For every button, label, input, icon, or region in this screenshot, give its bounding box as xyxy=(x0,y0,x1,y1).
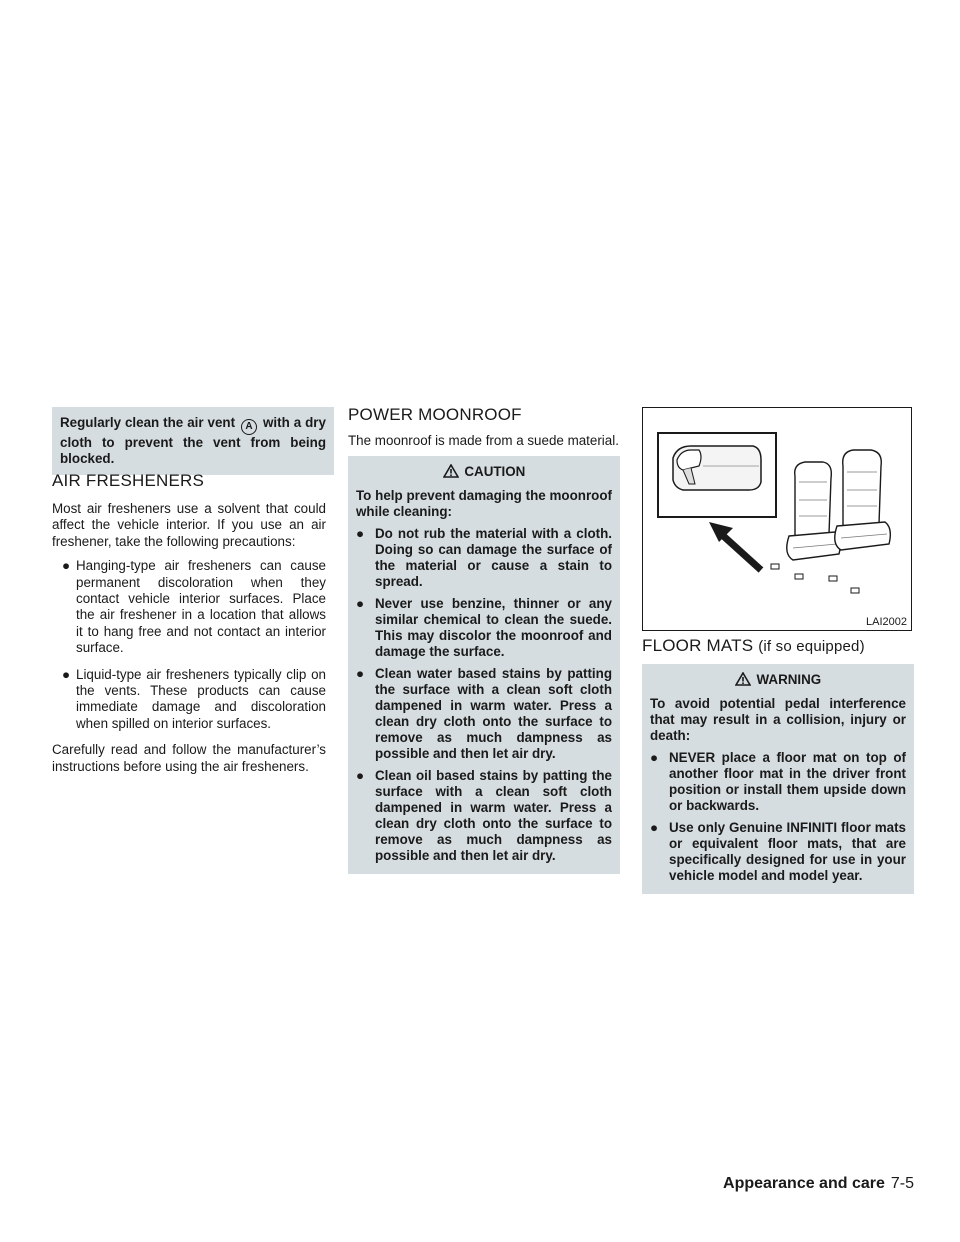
list-item: ● Hanging-type air fresheners can cause permanent discoloration when they contact vehicle interior surfaces. Place the air freshener in a location that allows it to hang free and not contact an interior surface. xyxy=(62,558,326,656)
figure-code: LAI2002 xyxy=(866,616,907,628)
floor-mat-figure xyxy=(642,407,912,631)
list-item: ● Clean oil based stains by patting the surface with a clean soft cloth dampened in warm water. Press a clean dry cloth onto the surface to remove as much dampness as possible and then let air dry. xyxy=(356,768,612,863)
moonroof-heading: POWER MOONROOF xyxy=(348,405,522,424)
air-fresheners-closing: Carefully read and follow the manufacturer’s instructions before using the air fresheners. xyxy=(52,742,326,774)
warning-intro: To avoid potential pedal interference that may result in a collision, injury or death: xyxy=(650,696,906,743)
list-item: ● Clean water based stains by patting the surface with a clean soft cloth dampened in warm water. Press a clean dry cloth onto the surface to remove as much dampness as possible and then let air dry. xyxy=(356,666,612,761)
list-item: ● Never use benzine, thinner or any similar chemical to clean the suede. This may discolor the moonroof and damage the surface. xyxy=(356,596,612,659)
air-fresheners-intro: Most air fresheners use a solvent that could affect the vehicle interior. If you use an air freshener, take the following precautions: xyxy=(52,501,326,549)
caution-intro: To help prevent damaging the moonroof while cleaning: xyxy=(356,488,612,519)
bullet-icon: ● xyxy=(356,768,365,783)
bullet-icon: ● xyxy=(356,666,365,681)
floor-mat-illustration xyxy=(643,408,911,630)
callout-a-marker: A xyxy=(241,419,257,435)
warning-list xyxy=(650,750,906,884)
caution-list xyxy=(356,526,612,864)
warning-box xyxy=(642,664,914,894)
list-item: ● NEVER place a floor mat on top of another floor mat in the driver front position or install them upside down or backwards. xyxy=(650,750,906,813)
bullet-icon: ● xyxy=(650,820,659,835)
moonroof-intro: The moonroof is made from a suede material. xyxy=(348,433,619,448)
air-fresheners-list xyxy=(62,558,326,732)
air-fresheners-section xyxy=(52,471,326,775)
bullet-icon: ● xyxy=(650,750,659,765)
page-footer xyxy=(723,1175,914,1193)
list-item: ● Liquid-type air fresheners typically clip on the vents. These products can cause immediate damage and discoloration when spilled on interior surfaces. xyxy=(62,666,326,731)
warning-triangle-icon xyxy=(443,464,459,478)
bullet-icon: ● xyxy=(356,596,365,611)
vent-note-text: Regularly clean the air vent A with a dry cloth to prevent the vent from being blocked. xyxy=(60,415,326,466)
list-item: ● Do not rub the material with a cloth. Doing so can damage the surface of the material or cause a stain to spread. xyxy=(356,526,612,589)
vent-note-box xyxy=(52,407,334,475)
warning-header: WARNING xyxy=(650,672,906,688)
warning-triangle-icon xyxy=(735,672,751,686)
bullet-icon: ● xyxy=(356,526,365,541)
bullet-icon: ● xyxy=(62,558,71,574)
caution-header: CAUTION xyxy=(356,464,612,480)
list-item: ● Use only Genuine INFINITI floor mats or equivalent floor mats, that are specifically designed for use in your vehicle model and model year. xyxy=(650,820,906,883)
bullet-icon: ● xyxy=(62,666,71,682)
page-number: 7-5 xyxy=(890,1175,914,1192)
caution-box xyxy=(348,456,620,874)
floor-mats-section xyxy=(642,636,914,656)
footer-section-title: Appearance and care xyxy=(723,1175,885,1192)
air-fresheners-heading: AIR FRESHENERS xyxy=(52,471,205,490)
moonroof-section xyxy=(348,405,620,449)
floor-mats-heading: FLOOR MATS (if so equipped) xyxy=(642,636,865,655)
